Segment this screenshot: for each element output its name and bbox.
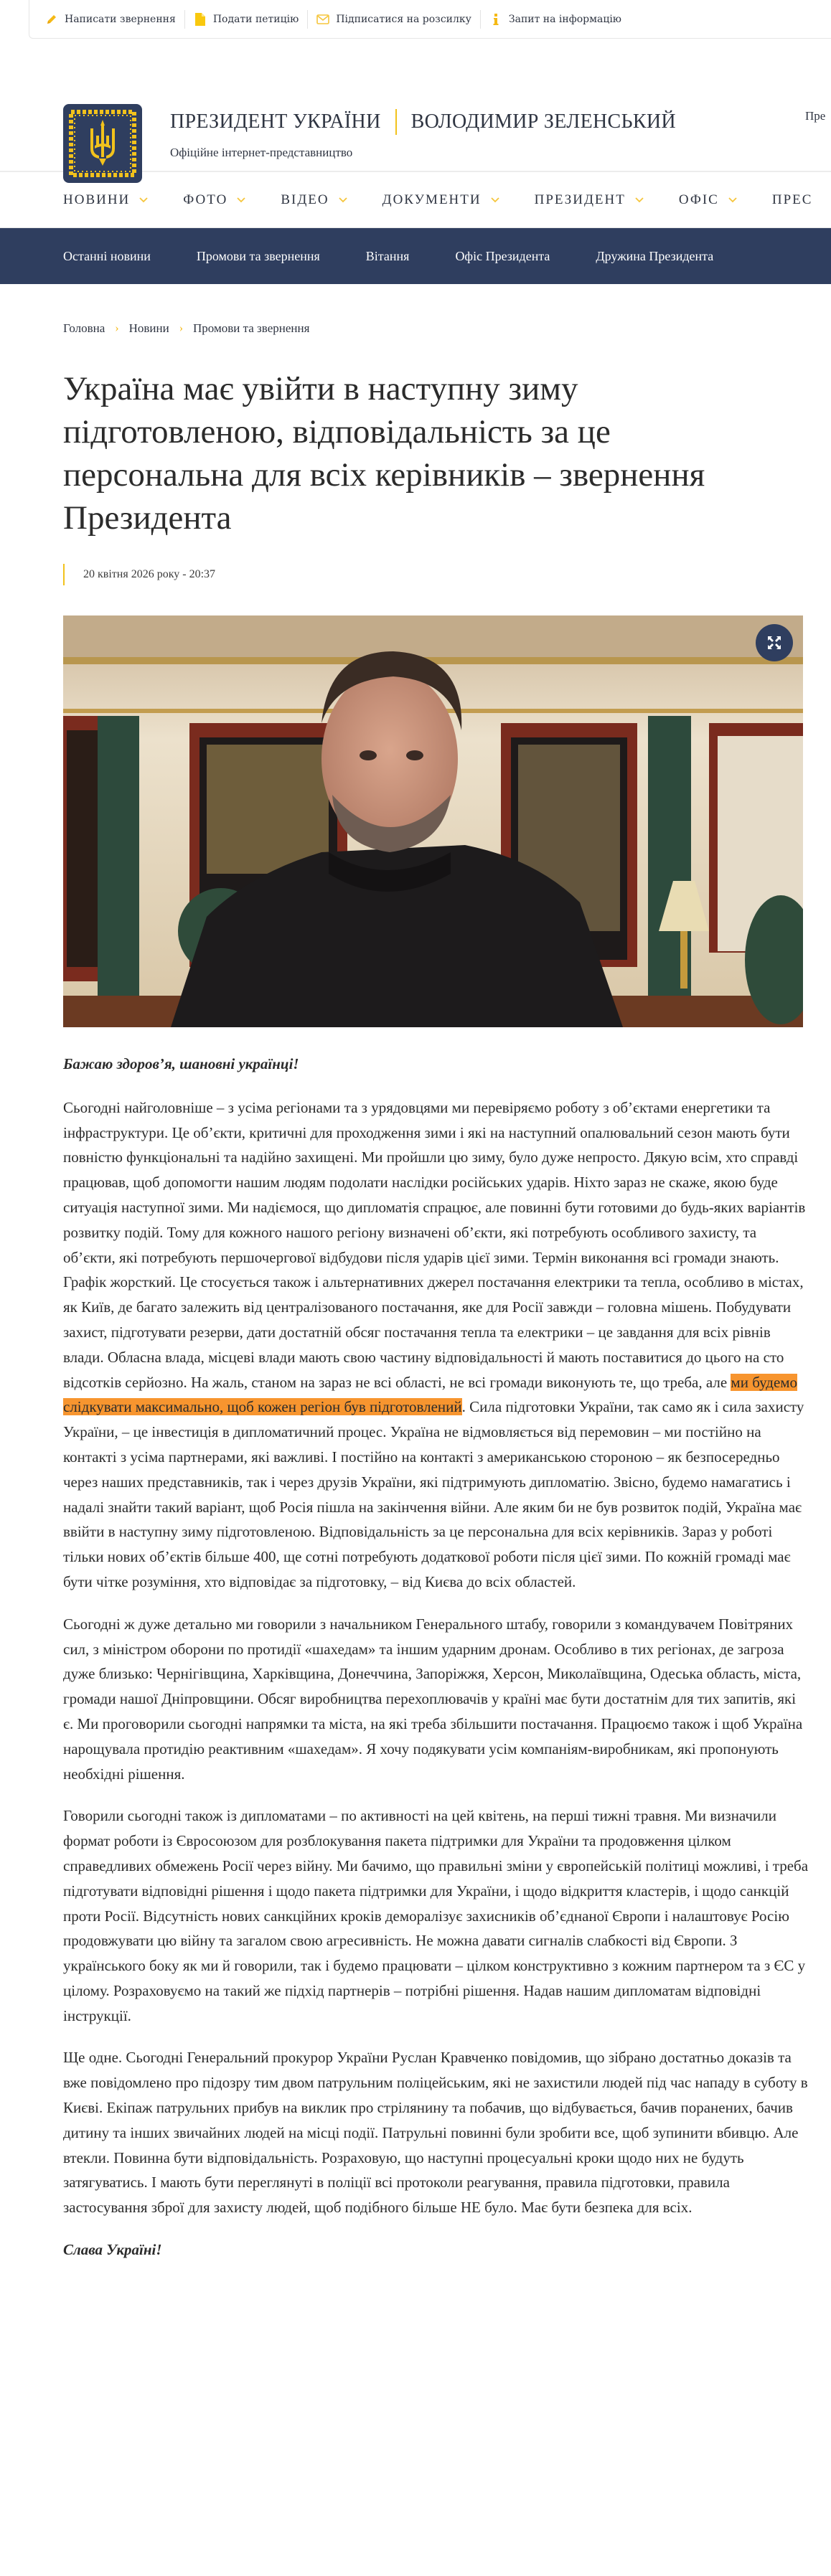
coat-of-arms-logo[interactable]: [63, 104, 142, 183]
video-thumbnail: [63, 615, 803, 1027]
paragraph-2: Сьогодні ж дуже детально ми говорили з начальником Генерального штабу, говорили з командувачем Повітряних сил, з міністром оборони по протидії «шахедам» та іншим ударним дронам. Особливо в тих регіонах, де загроза дуже близько: Чернігівщина, Харківщина, Донеччина, Запоріжжя, Херсон, Миколаївщина, Одеська область, міста, громади нашої Дніпровщини. Обсяг виробництва перехоплювачів у країні має бути достатнім для тих запитів, які є. Ми проговорили сьогодні напрямки та міста, на які треба збільшити постачання. Працюємо також і щоб Україна нарощувала протидію реактивним «шахедам». Я хочу подякувати усім компаніям-виробникам, які пропонують необхідні рішення.: [63, 1615, 803, 1783]
submit-petition-label: Подати петицію: [212, 13, 299, 25]
chevron-down-icon: [138, 197, 149, 204]
breadcrumb-news[interactable]: Новини: [128, 321, 169, 335]
article-body: [63, 1052, 809, 2263]
title-divider: [395, 109, 397, 135]
subnav-speeches[interactable]: Промови та звернення: [196, 248, 320, 263]
nav-item-news[interactable]: [63, 192, 149, 208]
utility-bar-wrapper: [0, 0, 831, 40]
pencil-icon: [45, 13, 58, 26]
paragraph-1-text: Сьогодні найголовніше – з усіма регіонами та з урядовцями ми перевіряємо роботу з об’єктами енергетики та інфраструктури. Це об’єкти, критичні для проходження зими і які на наступний опалювальний сезон мають бути повністю функціональні та надійно захищені. Ми пройшли цю зиму, було дуже непросто. Дякую всім, хто справді працював, щоб допомогти нашим людям подолати наслідки російських ударів. Ніхто зараз не скаже, якою буде ситуація наступної зими. Ми надіємося, що дипломатія спрацює, але повинні бути готовими до будь-яких варіантів розвитку подій. Тому для кожного нашого регіону визначені об’єкти, які потребують особливого захисту, та об’єкти, які потребують першочергової відбудови після ударів цієї зими. Термін виконання всі громади знають. Графік жорсткий. Це стосується також і альтернативних джерел постачання електрики та тепла, особливо в містах, як Київ, де багато залежить від централізованого постачання, яке для Росії завжди – головна мішень. Побудувати захист, підготувати резерви, дати достатній обсяг постачання тепла та електрики – це завдання для всіх рівнів влади. Обласна влада, місцеві влади мають свою частину відповідальності й мають поставитися до цього на сто відсотків серйозно. На жаль, станом на зараз не всі області, не всі громади виконують те, що треба, але: [63, 1098, 806, 1391]
chevron-down-icon: [236, 197, 246, 204]
nav-item-label: ДОКУМЕНТИ: [382, 192, 482, 207]
article-title: Україна має увійти в наступну зиму підготовленою, відповідальність за це персональна для всіх керівників – звернення Президента: [63, 370, 705, 537]
article-date: 20 квітня 2026 року - 20:37: [63, 564, 802, 585]
write-appeal-link[interactable]: [37, 0, 184, 38]
subscribe-label: Підписатися на розсилку: [336, 13, 471, 25]
nav-item-video[interactable]: [281, 192, 347, 208]
chevron-right-icon: ›: [179, 322, 184, 334]
chevron-down-icon: [634, 197, 644, 204]
chevron-down-icon: [338, 197, 348, 204]
submit-petition-link[interactable]: [185, 0, 308, 38]
trident-icon: [63, 104, 142, 183]
sub-nav: [0, 228, 831, 284]
highlighted-text: ми будемо слідкувати максимально, щоб кожен регіон був підготовлений: [63, 1373, 798, 1416]
nav-item-label: ФОТО: [183, 192, 228, 207]
chevron-down-icon: [490, 197, 500, 204]
fullscreen-button[interactable]: [756, 624, 793, 661]
site-header: [0, 40, 831, 172]
closing: Слава Україні!: [63, 2241, 162, 2259]
breadcrumb: [63, 321, 802, 336]
document-icon: [194, 13, 207, 26]
breadcrumb-speeches[interactable]: Промови та звернення: [193, 321, 310, 335]
nav-item-president[interactable]: [535, 192, 644, 208]
site-title-left: ПРЕЗИДЕНТ УКРАЇНИ: [170, 110, 381, 133]
nav-item-press[interactable]: [772, 192, 813, 208]
subnav-first-lady[interactable]: Дружина Президента: [596, 248, 714, 263]
expand-icon: [766, 635, 782, 651]
nav-item-label: ПРЕС: [771, 192, 813, 207]
nav-item-office[interactable]: [679, 192, 738, 208]
utility-bar: [29, 0, 831, 39]
nav-item-label: ВІДЕО: [281, 192, 329, 207]
breadcrumb-home[interactable]: Головна: [63, 321, 105, 335]
nav-item-photo[interactable]: [183, 192, 246, 208]
paragraph-1-text-end: . Сила підготовки України, так само як і сила захисту України, – це інвестиція в дипломатичний процес. Україна не відмовляється від перемовин – ми постійно на контакті з усіма партнерами, які важливі. І постійно на контакті з американською стороною – як безпосередньо через наших представників, так і через друзів України, які підтримують дипломатію. Звісно, будемо намагатись і надалі знайти такий варіант, щоб Росія пішла на закінчення війни. Але яким би не був розвиток подій, Україна має ввійти в наступну зиму підготовленою. Відповідальність за це персональна для всіх керівників. Зараз у роботі тільки нових об’єктів більше 400, ще сотні потребують додаткової роботи після цієї зими. По кожній громаді має бути чітке розуміння, хто відповідає за підготовку, – від Києва до всіх областей.: [63, 1398, 804, 1590]
paragraph-3: Говорили сьогодні також із дипломатами – по активності на цей квітень, на перші тижні травня. Ми визначили формат роботи із Євросоюзом для розблокування пакета підтримки для України та продовження цілком справедливих обмежень Росії через війну. Ми бачимо, що правильні зміни у європейській політиці можливі, і треба підготувати відповідні рішення і щодо пакета підтримки для України, і щодо відкриття кластерів, і щодо санкцій проти Росії. Відсутність нових санкційних кроків деморалізує захисників об’єднаної Європи і налаштовує Росію продовжувати цю війну та загалом свою агресивність. Не можна давати сигналів слабкості від Європи. З українського боку як ми й говорили, так і будемо працювати – цілком конструктивно з кожним партнером та з ЄС у цілому. Розраховуємо на такий же підхід партнерів – потрібні рішення. Надав нашим дипломатам відповідні інструкції.: [63, 1807, 809, 2024]
paragraph-1: [63, 1095, 809, 1595]
subnav-latest-news[interactable]: Останні новини: [63, 248, 151, 263]
info-icon: [489, 13, 502, 26]
write-appeal-label: Написати звернення: [65, 13, 176, 25]
chevron-right-icon: ›: [115, 322, 119, 334]
nav-item-label: ОФІС: [678, 192, 719, 207]
site-subtitle: Офіційне інтернет-представництво: [170, 146, 353, 159]
greeting: Бажаю здоров’я, шановні українці!: [63, 1055, 299, 1072]
site-title[interactable]: [170, 109, 676, 135]
subnav-office[interactable]: Офіс Президента: [455, 248, 550, 263]
article: [0, 284, 809, 2263]
subscribe-link[interactable]: [308, 0, 480, 38]
article-video[interactable]: [63, 615, 803, 1027]
nav-item-label: ПРЕЗИДЕНТ: [534, 192, 626, 207]
subnav-greetings[interactable]: Вітання: [365, 248, 410, 263]
info-request-label: Запит на інформацію: [508, 13, 621, 25]
header-right-link[interactable]: Пре: [805, 109, 826, 123]
site-title-right: ВОЛОДИМИР ЗЕЛЕНСЬКИЙ: [410, 110, 676, 133]
envelope-icon: [316, 13, 329, 26]
nav-item-label: НОВИНИ: [63, 192, 131, 207]
paragraph-4: Ще одне. Сьогодні Генеральний прокурор України Руслан Кравченко повідомив, що зібрано достатньо доказів та вже повідомлено про підозру тим двом патрульним поліцейським, які не захистили людей під час нападу в суботу в Києві. Екіпаж патрульних прибув на виклик про стрілянину та побачив, що відбувається, бачив поранених, бачив дитину та інших звичайних людей на місці події. Патрульні повинні були зробити все, щоб зупинити вбивцю. Але втекли. Повинна бути відповідальність. Розраховую, що наступні процесуальні кроки щодо них не будуть затягуватись. І мають бути переглянуті в поліції всі протоколи реагування, правила підготовки, правила застосування зброї для захисту людей, щоб подібного більше НЕ було. Має бути безпека для всіх.: [63, 2049, 808, 2217]
info-request-link[interactable]: [481, 0, 630, 38]
nav-item-documents[interactable]: [382, 192, 500, 208]
chevron-down-icon: [728, 197, 738, 204]
